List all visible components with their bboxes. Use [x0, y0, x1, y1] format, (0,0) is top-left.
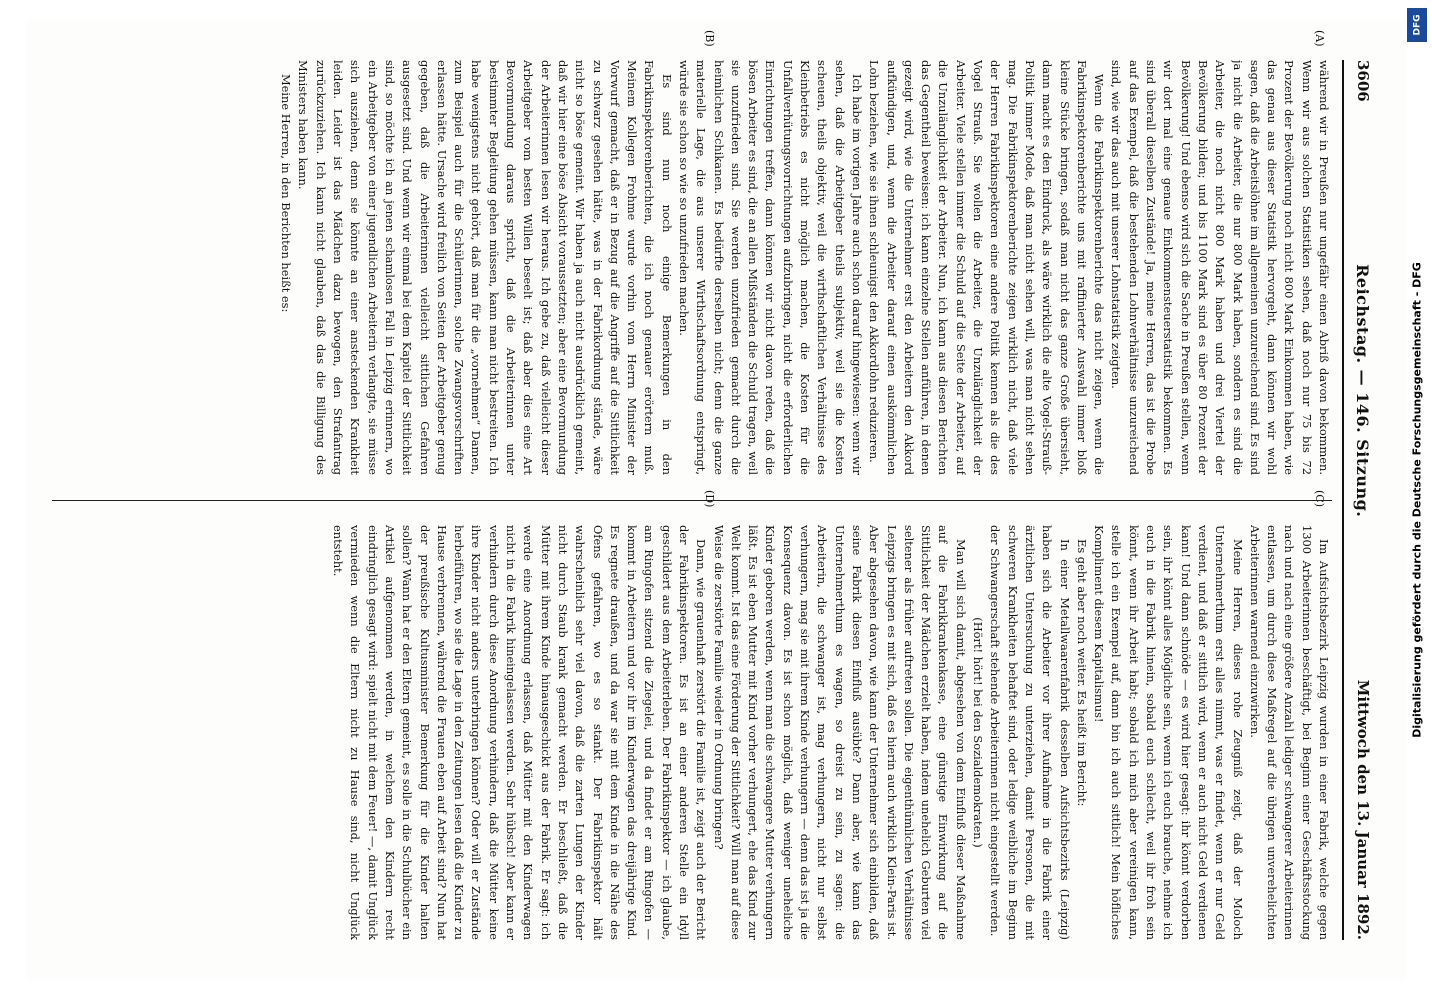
margin-mark-d: (D) — [703, 490, 716, 508]
quoted-report: Im Aufsichtsbezirk Leipzig wurden in einer Fabrik, welche gegen 1300 Arbeiterinnen beschäftigt, bei Beginn einer Geschäftsstockung nach und nach eine größere Anzahl lediger schwangerer Arbeiterinnen entlassen, um durch diese Maßregel auf die übrigen unverehelichten Arbeiterinnen warnend einzuwirken. — [1247, 525, 1331, 940]
scanned-page — [26, 20, 1406, 980]
paragraph: Es geht aber noch weiter. Es heißt im Bericht: — [1074, 539, 1089, 807]
page-number: 3606 — [1354, 60, 1372, 102]
paragraph: Meine Herren, dieses rohe Zeugniß zeigt, daß der Moloch Unternehmerthum erst alles nimmt, was er findet, wenn er nur Geld verdient, und daß er sittlich wird, wenn er auch nicht Geld verdienen kann! Und dann schnöde — es wird hier gesagt: ihr könnt verdorben sein, ihr könnt alles Mögliche sein, wenn ich euch brauche, nehme ich euch in die Fabrik hinein, sobald euch schlecht, weil ihr froh sein könnt, wenn ihr Arbeit habt; sobald ich mich aber vereinigen kann, stelle ich ein Exempel auf, dann bin ich auch sittlich! Mein höfliches Kompliment diesem Kapitalismus! — [1092, 525, 1245, 940]
header-rule — [1342, 60, 1344, 940]
margin-mark-b: (B) — [703, 30, 716, 47]
running-title: Reichstag. — 146. Sitzung. — [1353, 264, 1373, 518]
paragraph: Dann, wie grauenhaft zerstört die Familie ist, zeigt auch der Bericht der Fabrikinspektoren. Es ist an einer anderen Stelle ein Idyll geschildert aus dem Arbeiterleben. Der Fabrikinspektor — ich glaube, am Ringofen sitzend die Ziegelei, und da findet er am Ringofen — kommt in Arbeitern und vor ihr im Kinderwagen das dreijährige Kind. Es regnete draußen, und da war sie mit dem Kinde in die Nähe des Ofens gefahren, wo es so stankt. Der Fabrikinspektor hält wahrscheinlich sehr viel davon, daß die zarten Lungen der Kinder nicht durch Staub krank gemacht werden. Er beschließt, daß die Mütter mit ihrem Kinde hinausgeschickt aus der Fabrik. Er sagt: ich werde eine Anordnung erlassen, daß Mütter mit den Kinderwagen nicht in die Fabrik hineingelassen werden. Sehr hübsch! Aber kann er verhindern durch diese Anordnung verhindern, daß die Mütter keine ihre Kinder nicht anders unterbringen können? Oder will er Zustände herbeiführen, wo sie die Lage in den Zeitungen lesen daß die Kinder zu Hause verbrennen, während die Frauen eben auf Arbeit sind? Nun hat der preußische Kultusminister Bemerkung für die Kinder halten sollen? Wann hat er den Eltern gemeint, es solle in die Schulbücher ein Artikel aufgenommen werden, in welchem den Kindern recht eindringlich gesagt wird: spielt nicht mit dem Feuer! —, damit Unglück vermieden wenn die Eltern nicht zu Hause sind, nicht Unglück entsteht. — [331, 525, 709, 940]
paragraph: Man will sich damit, abgesehen von dem Einfluß dieser Maßnahme auf die Fabrikkrankenkasse, eine günstige Einwirkung auf die Sittlichkeit der Mädchen erzielt haben, indem unehelich Geburten viel seltener als früher auftreten sollen. Die eigenthümlichen Verhältnisse Leipzigs bringen es mit sich, daß es hierin auch wirklich Klein-Paris ist. Aber abgesehen davon, wie kann der Unternehmer sich einbilden, daß seine Fabrik diesen Einfluß ausübte? Dann aber, wie kann das Unternehmerthum es wagen, so dreist zu sein, zu sagen: die Arbeiterin, die schwanger ist, mag verhungern, nicht nur selbst verhungern, mag sie mit ihrem Kinde verhungern — denn das ist ja die Konsequenz davon. Es ist schon möglich, daß weniger uneheliche Kinder geboren werden, wenn man die schwangere Mutter verhungern läßt. Es ist eben Mutter mit Kind vorher verhungert, ehe das Kind zur Welt kommt. Ist das eine Förderung der Sittlichkeit? Will man auf diese Weise die zerstörte Familie wieder in Ordnung bringen? — [711, 525, 968, 940]
right-text-column — [42, 525, 1332, 940]
paragraph: Wenn die Fabrikinspektorenberichte das nicht zeigen, wenn die Fabrikinspektorenberichte uns mit raffinierter Auswahl immer bloß kleine Stücke bringen, sodaß man nicht das ganze Große übersieht, dann macht es den Eindruck, als wäre wirklich die alte Vogel-Strauß-Politik immer Mode, daß man nicht sehen will, was man nicht sehen mag. Die Fabrikinspektorenberichte zeigen wirklich nicht, daß viele der Herren Fabrikinspektoren eine andere Politik kennen als die des Vogel Strauß. Sie wollen die Arbeiter, die Unzulänglichkeit der Arbeiter. Viele stellen immer die Schuld auf die Seite der Arbeiter, auf die Unzulänglichkeit der Arbeiter. Nun, ich kann aus diesen Berichten das Gegentheil beweisen: ich kann einzelne Stellen anführen, in denen gezeigt wird, wie die Unternehmer erst den Arbeitern den Akkord aufkündigen, und, wenn die Arbeiter darauf einen auskömmlichen Lohn beziehen, wie sie ihnen schleunigst den Akkordlohn reduzieren. — [867, 60, 1107, 475]
margin-mark-c: (C) — [1313, 490, 1326, 507]
paragraph: Meine Herren, in den Berichten heißt es: — [279, 74, 294, 313]
column-divider — [52, 500, 1332, 501]
dfg-logo: DFG — [1407, 8, 1427, 42]
paragraph: Es sind nun noch einige Bemerkungen in den Fabrikinspektorenberichten, die ich noch genauer erörtern muß. Meinem Kollegen Frohme wurde vorhin vom Herrn Minister der Vorwurf gemacht, daß er in Bezug auf die Angriffe auf die Sittlichkeit zu schwarz gesehen hätte, was in der Fabrikordnung stände, wäre nicht so böse gemeint. Wir haben ja auch nicht ausdrücklich gemeint, daß wir hier eine böse Absicht voraussetzten; aber eine Bevormundung der Arbeiterinnen lesen wir heraus. Ich gebe zu, daß vielleicht dieser Arbeitgeber vom besten Willen beseelt ist; daß aber dies eine Art Bevormundung daraus spricht, daß die Arbeiterinnen unter bestimmter Begleitung gehen müssen, kann man nicht bestreiten. Ich habe wenigstens nicht gehört, daß man für die „vornehmen“ Damen, zum Beispiel auch für die Schülerinnen, solche Zwangsvorschriften erlassen hätte. Ursache wird freilich von Seiten der Arbeitgeber genug gegeben, daß die Arbeiterinnen vielleicht sittlichen Gefahren ausgesetzt sind. Und wenn wir einmal bei dem Kapitel der Sittlichkeit sind, so möchte ich an jenen schamlosen Fall in Leipzig erinnern, wo ein Arbeitgeber von einer jugendlichen Arbeiterin verlangte, sie müsse sich ausziehen, denn sie könnte an einer ansteckenden Krankheit leiden. Leider ist das Mädchen dazu bewogen, den Strafantrag zurückzuziehen. Ich kann nicht glauben, daß das die Billigung des Ministers haben kann. — [296, 60, 674, 475]
digitization-credit — [1406, 6, 1428, 994]
left-text-column — [42, 60, 1332, 475]
interjection: (Hört! hört! bei den Sozialdemokraten.) — [971, 617, 986, 848]
credit-text: Digitalisierung gefördert durch die Deutsche Forschungsgemeinschaft - DFG — [1410, 262, 1424, 738]
page-header — [1348, 60, 1378, 940]
paragraph: Ich habe im vorigen Jahre auch schon darauf hingewiesen: wenn wir sehen, daß die Arbeitgeber theils subjektiv, weil sie die Kosten scheuen, theils objektiv, weil die wirthschaftlichen Verhältnisse des Kleinbetriebs es nicht möglich machen, die Kosten für die Unfallverhütungsvorrichtungen aufzubringen, nicht die erforderlichen Einrichtungen treffen, dann können wir nicht davon reden, daß die bösen Arbeiter es sind, die an allen Mißständen die Schuld tragen, weil sie unzufrieden sind. Sie werden unzufrieden gemacht durch die heimlichen Schikanen. Es bedürfte derselben nicht; denn die ganze materielle Lage, die aus unserer Wirthschaftsordnung entspringt, würde sie schon so wie so unzufrieden machen. — [677, 60, 864, 475]
paragraph: während wir in Preußen nur ungefähr einen Abriß davon bekommen. Wenn wir aus solchen Statistiken sehen, daß noch nur 75 bis 72 Prozent der Bevölkerung noch nicht 800 Mark Einkommen haben, wie das genau aus dieser Statistik hervorgeht, dann können wir wohl sagen, daß die Arbeitslöhne im allgemeinen unzureichend sind. Es sind ja nicht die Arbeiter, die nur 800 Mark haben, sondern es sind die Arbeiter, die noch nicht 800 Mark haben und drei Viertel der Bevölkerung bilden; und bis 1100 Mark sind es über 80 Prozent der Bevölkerung! Und ebenso wird sich die Sache in Preußen stellen, wenn wir dort mal eine genaue Einkommensteuerstatistik bekommen. Es sind überall dieselben Zustände! Ja, meine Herren, das ist die Probe auf das Exempel, daß die bestehenden Lohnverhältnisse unzureichend sind, wie wir das auch mit unserer Lohnstatistik zeigten. — [1109, 60, 1331, 475]
margin-mark-a: (A) — [1313, 30, 1326, 47]
session-date: Mittwoch den 13. Januar 1892. — [1354, 679, 1372, 940]
quoted-report: In einer Metallwaarenfabrik desselben Aufsichtsbezirks (Leipzig) haben sich die Arbeiter vor ihrer Aufnahme in die Fabrik einer ärztlichen Untersuchung zu unterziehen, damit Personen, die mit schweren Krankheiten behaftet sind, oder ledige weibliche im Beginn der Schwangerschaft stehende Arbeiterinnen nicht eingestellt werden. — [988, 525, 1072, 940]
